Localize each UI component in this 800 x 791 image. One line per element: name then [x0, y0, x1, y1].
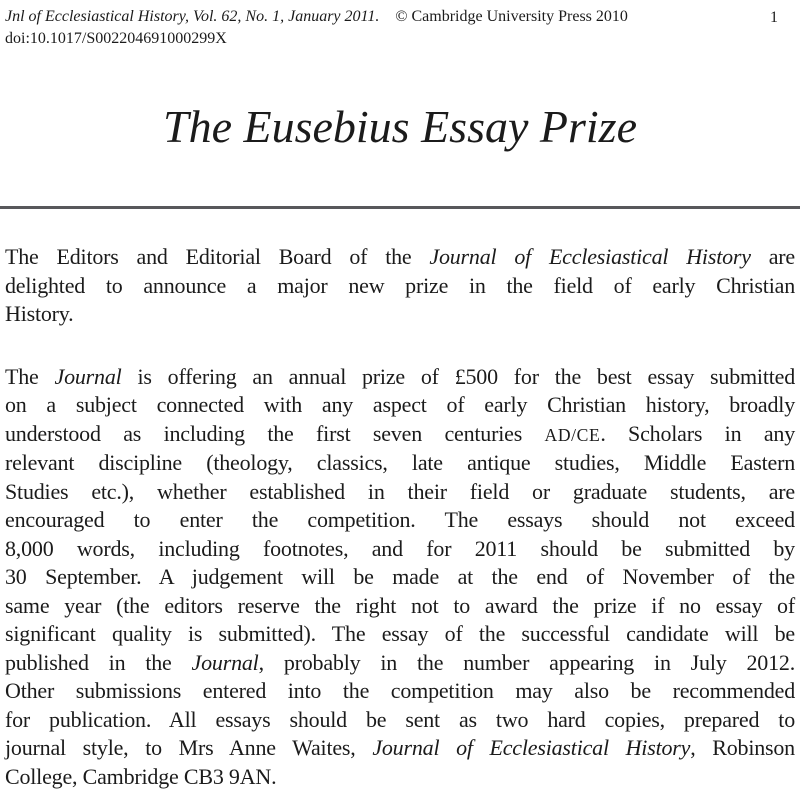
- text-line: [5, 535, 795, 564]
- italic-text: Journal of Ecclesiastical History: [372, 735, 691, 761]
- text-line: [5, 478, 795, 507]
- text-line: [5, 592, 795, 621]
- text-line: [5, 763, 795, 791]
- journal-citation: Jnl of Ecclesiastical History, Vol. 62, No. 1, January 2011.: [5, 8, 380, 25]
- plain-text: significant quality is submitted). The essay of the successful candidate will be: [5, 621, 795, 647]
- plain-text: is offering an annual prize of £500 for the best essay submitted: [121, 363, 796, 389]
- small-caps-text: AD/CE: [544, 424, 601, 445]
- plain-text: understood as including the first seven centuries: [5, 420, 545, 446]
- plain-text: published in the: [5, 649, 192, 675]
- paragraph: [5, 363, 795, 791]
- plain-text: College, Cambridge CB3 9AN.: [5, 763, 277, 789]
- text-line: [5, 506, 795, 535]
- plain-text: relevant discipline (theology, classics, late antique studies, Middle Eastern: [5, 450, 795, 476]
- plain-text: are: [750, 244, 796, 270]
- text-line: [5, 420, 795, 450]
- plain-text: journal style, to Mrs Anne Waites,: [5, 735, 373, 761]
- page-header: [5, 6, 795, 49]
- article-body: [5, 243, 795, 791]
- plain-text: Studies etc.), whether established in their field or graduate students, are: [5, 478, 795, 504]
- plain-text: delighted to announce a major new prize in the field of early Christian: [5, 272, 795, 298]
- plain-text: The: [5, 363, 55, 389]
- text-line: [5, 649, 795, 678]
- plain-text: Other submissions entered into the competition may also be recommended: [5, 678, 795, 704]
- text-line: [5, 363, 795, 392]
- italic-text: Journal of Ecclesiastical History: [429, 244, 751, 270]
- text-line: [5, 243, 795, 272]
- text-line: [5, 563, 795, 592]
- text-line: [5, 272, 795, 301]
- italic-text: Journal: [54, 363, 122, 389]
- plain-text: same year (the editors reserve the right not to award the prize if no essay of: [5, 592, 795, 618]
- plain-text: on a subject connected with any aspect of early Christian history, broadly: [5, 392, 795, 418]
- plain-text: , probably in the number appearing in July 2012.: [258, 649, 795, 675]
- text-line: [5, 391, 795, 420]
- text-line: [5, 300, 795, 329]
- plain-text: The Editors and Editorial Board of the: [5, 244, 430, 270]
- page-number: 1: [770, 9, 778, 26]
- copyright-notice: © Cambridge University Press 2010: [395, 8, 628, 25]
- plain-text: , Robinson: [690, 735, 795, 761]
- plain-text: . Scholars in any: [600, 420, 795, 446]
- text-line: [5, 620, 795, 649]
- header-citation-line: [5, 6, 628, 27]
- italic-text: Journal: [191, 649, 259, 675]
- doi-line: doi:10.1017/S002204691000299X: [5, 30, 227, 47]
- text-line: [5, 734, 795, 763]
- text-line: [5, 449, 795, 478]
- plain-text: for publication. All essays should be sent as two hard copies, prepared to: [5, 706, 795, 732]
- header-left: [5, 6, 628, 49]
- plain-text: 30 September. A judgement will be made at the end of November of the: [5, 564, 795, 590]
- paragraph: [5, 243, 795, 329]
- article-title: The Eusebius Essay Prize: [162, 101, 637, 152]
- divider-rule: [0, 206, 800, 209]
- text-line: [5, 706, 795, 735]
- plain-text: encouraged to enter the competition. The essays should not exceed: [5, 507, 795, 533]
- text-line: [5, 677, 795, 706]
- plain-text: History.: [5, 301, 74, 327]
- plain-text: 8,000 words, including footnotes, and for 2011 should be submitted by: [5, 535, 795, 561]
